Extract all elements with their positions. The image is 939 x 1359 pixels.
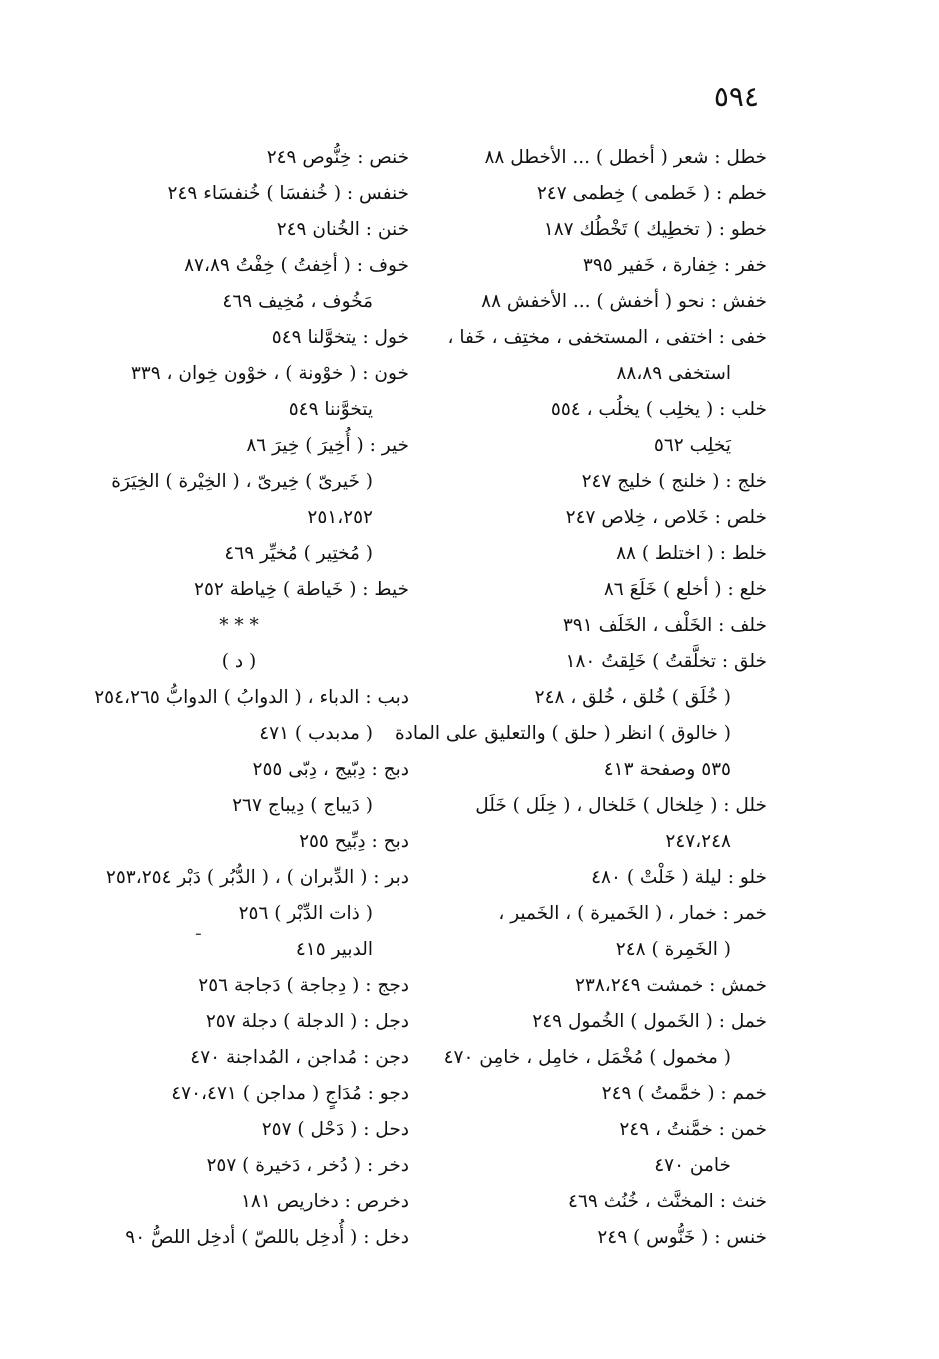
index-entry: * * * [219,615,259,636]
index-entry: دخل : ( أُدخِل باللصّ ) أدخِل اللصُّ ٩٠ [125,1227,409,1248]
index-entry: خلف : الخَلْف ، الخَلَف ٣٩١ [562,615,767,636]
index-entry: ( د ) [221,651,257,672]
index-entry: خلق : تخلَّقتُ ) خَلِقتُ ١٨٠ [565,651,767,672]
index-entry: خمل : ( الخَمول ) الخُمول ٢٤٩ [532,1011,767,1032]
index-entry: خامن ٤٧٠ [654,1155,731,1176]
index-entry: ( الخَمِرة ) ٢٤٨ [615,939,731,960]
index-entry: مَخُوف ، مُخِيف ٤٦٩ [222,291,373,312]
index-entry: خنص : خِنُّوص ٢٤٩ [266,147,409,168]
index-entry: خلج : ( خلنج ) خليج ٢٤٧ [581,471,767,492]
index-column-left [69,140,409,1256]
index-entry: خنث : المخنَّث ، خُنُث ٤٦٩ [568,1191,767,1212]
index-entry: دخرص : دخاريص ١٨١ [241,1191,409,1212]
index-entry: دخر : ( دُخر ، دَخيرة ) ٢٥٧ [206,1155,409,1176]
index-entry: يَخلِب ٥٦٢ [653,435,731,456]
index-entry: دجن : مُداجن ، المُداجنة ٤٧٠ [190,1047,409,1068]
index-entry: الدبير ٤١٥ [295,939,373,960]
index-entry: خلل : ( خِلخال ) خَلخال ، ( خِلَل ) خَلَل [475,795,767,816]
index-entry: خول : يتخوَّلنا ٥٤٩ [271,327,409,348]
index-entry: ( مخمول ) مُخْمَل ، خامِل ، خامِن ٤٧٠ [443,1047,731,1068]
index-entry: خلص : خَلاص ، خِلاص ٢٤٧ [565,507,767,528]
index-entry: ( خُلَق ) خُلق ، خُلق ، ٢٤٨ [534,687,731,708]
index-entry: خلو : ليلة ( خَلْتْ ) ٤٨٠ [591,867,767,888]
index-entry: خفر : خِفارة ، خَفير ٣٩٥ [582,255,767,276]
index-entry: خمن : خمَّنتُ ، ٢٤٩ [619,1119,767,1140]
index-entry: خلب : ( يخلِب ) يخلُب ، ٥٥٤ [550,399,767,420]
index-entry: دجج : ( دِجاجة ) دَجاجة ٢٥٦ [198,975,409,996]
index-entry: دبر : ( الدِّبران ) ، ( الدُّبُر ) دَبْر ٢٥٣،٢٥٤ [105,867,409,888]
index-entry: خفش : نحو ( أخفش ) ... الأخفش ٨٨ [481,291,767,312]
index-entry: ( مُختِير ) مُخيِّر ٤٦٩ [224,543,373,564]
index-entry: خنس : ( خَنُّوس ) ٢٤٩ [597,1227,767,1248]
index-entry: دحل : ( دَحْل ) ٢٥٧ [261,1119,409,1140]
index-entry: خلع : ( أخلع ) خَلَعَ ٨٦ [603,579,767,600]
index-entry: دبب : الدباء ، ( الدوابُ ) الدوابُّ ٢٥٤،٢٦٥ [94,687,409,708]
index-entry: خيط : ( خَياطة ) خِياطة ٢٥٢ [194,579,409,600]
index-column-right [394,140,767,1256]
index-entry: دبح : دِبِّيح ٢٥٥ [299,831,409,852]
index-entry: دجل : ( الدجلة ) دجلة ٢٥٧ [205,1011,409,1032]
index-entry: ٢٥١،٢٥٢ [307,507,373,528]
index-entry: ٢٤٧،٢٤٨ [665,831,731,852]
index-entry: ( دَيباج ) دِيباج ٢٦٧ [232,795,373,816]
index-entry: خون : ( خوْونة ) ، خوْون خِوان ، ٣٣٩ [130,363,409,384]
index-entry: خلط : ( اختلط ) ٨٨ [616,543,767,564]
index-entry: خطو : ( تخطِيك ) تَخْطُك ١٨٧ [543,219,767,240]
index-entry: دجو : مُدَاجٍ ( مداجن ) ٤٧٠،٤٧١ [171,1083,409,1104]
page-number: ٥٩٤ [713,80,759,113]
scan-mark: ـ [196,920,201,939]
index-entry: خمر : خمار ، ( الخَميرة ) ، الخَمير ، [498,903,767,924]
index-entry: خنن : الخُنان ٢٤٩ [276,219,409,240]
index-entry: ( خالوق ) انظر ( حلق ) والتعليق على المادة [394,723,731,744]
index-entry: ( خَيرىّ ) خِيرىّ ، ( الخِيْرة ) الخِيَرَة [111,471,373,492]
index-entry: خطم : ( خَطمى ) خِطمى ٢٤٧ [536,183,767,204]
index-entry: خطل : شعر ( أخطل ) ... الأخطل ٨٨ [484,147,767,168]
index-entry: خمش : خمشت ٢٣٨،٢٤٩ [575,975,767,996]
index-entry: خنفس : ( خُنفسَا ) خُنفسَاء ٢٤٩ [167,183,409,204]
index-entry: خمم : ( خمَّمتُ ) ٢٤٩ [601,1083,767,1104]
index-entry: استخفى ٨٨،٨٩ [616,363,731,384]
index-entry: خير : ( أُخِيرَ ) خِيرَ ٨٦ [246,435,409,456]
index-entry: دبج : دِبّيج ، دِبّى ٢٥٥ [252,759,409,780]
index-entry: خوف : ( أخِفتُ ) خِفْتُ ٨٧،٨٩ [184,255,409,276]
index-entry: ( مدبدب ) ٤٧١ [259,723,373,744]
index-entry: يتخوَّننا ٥٤٩ [288,399,373,420]
index-entry: خفى : اختفى ، المستخفى ، مختِف ، خَفا ، [447,327,767,348]
index-entry: ( ذات الدِّبْر ) ٢٥٦ [238,903,373,924]
index-entry: ٥٣٥ وصفحة ٤١٣ [603,759,731,780]
